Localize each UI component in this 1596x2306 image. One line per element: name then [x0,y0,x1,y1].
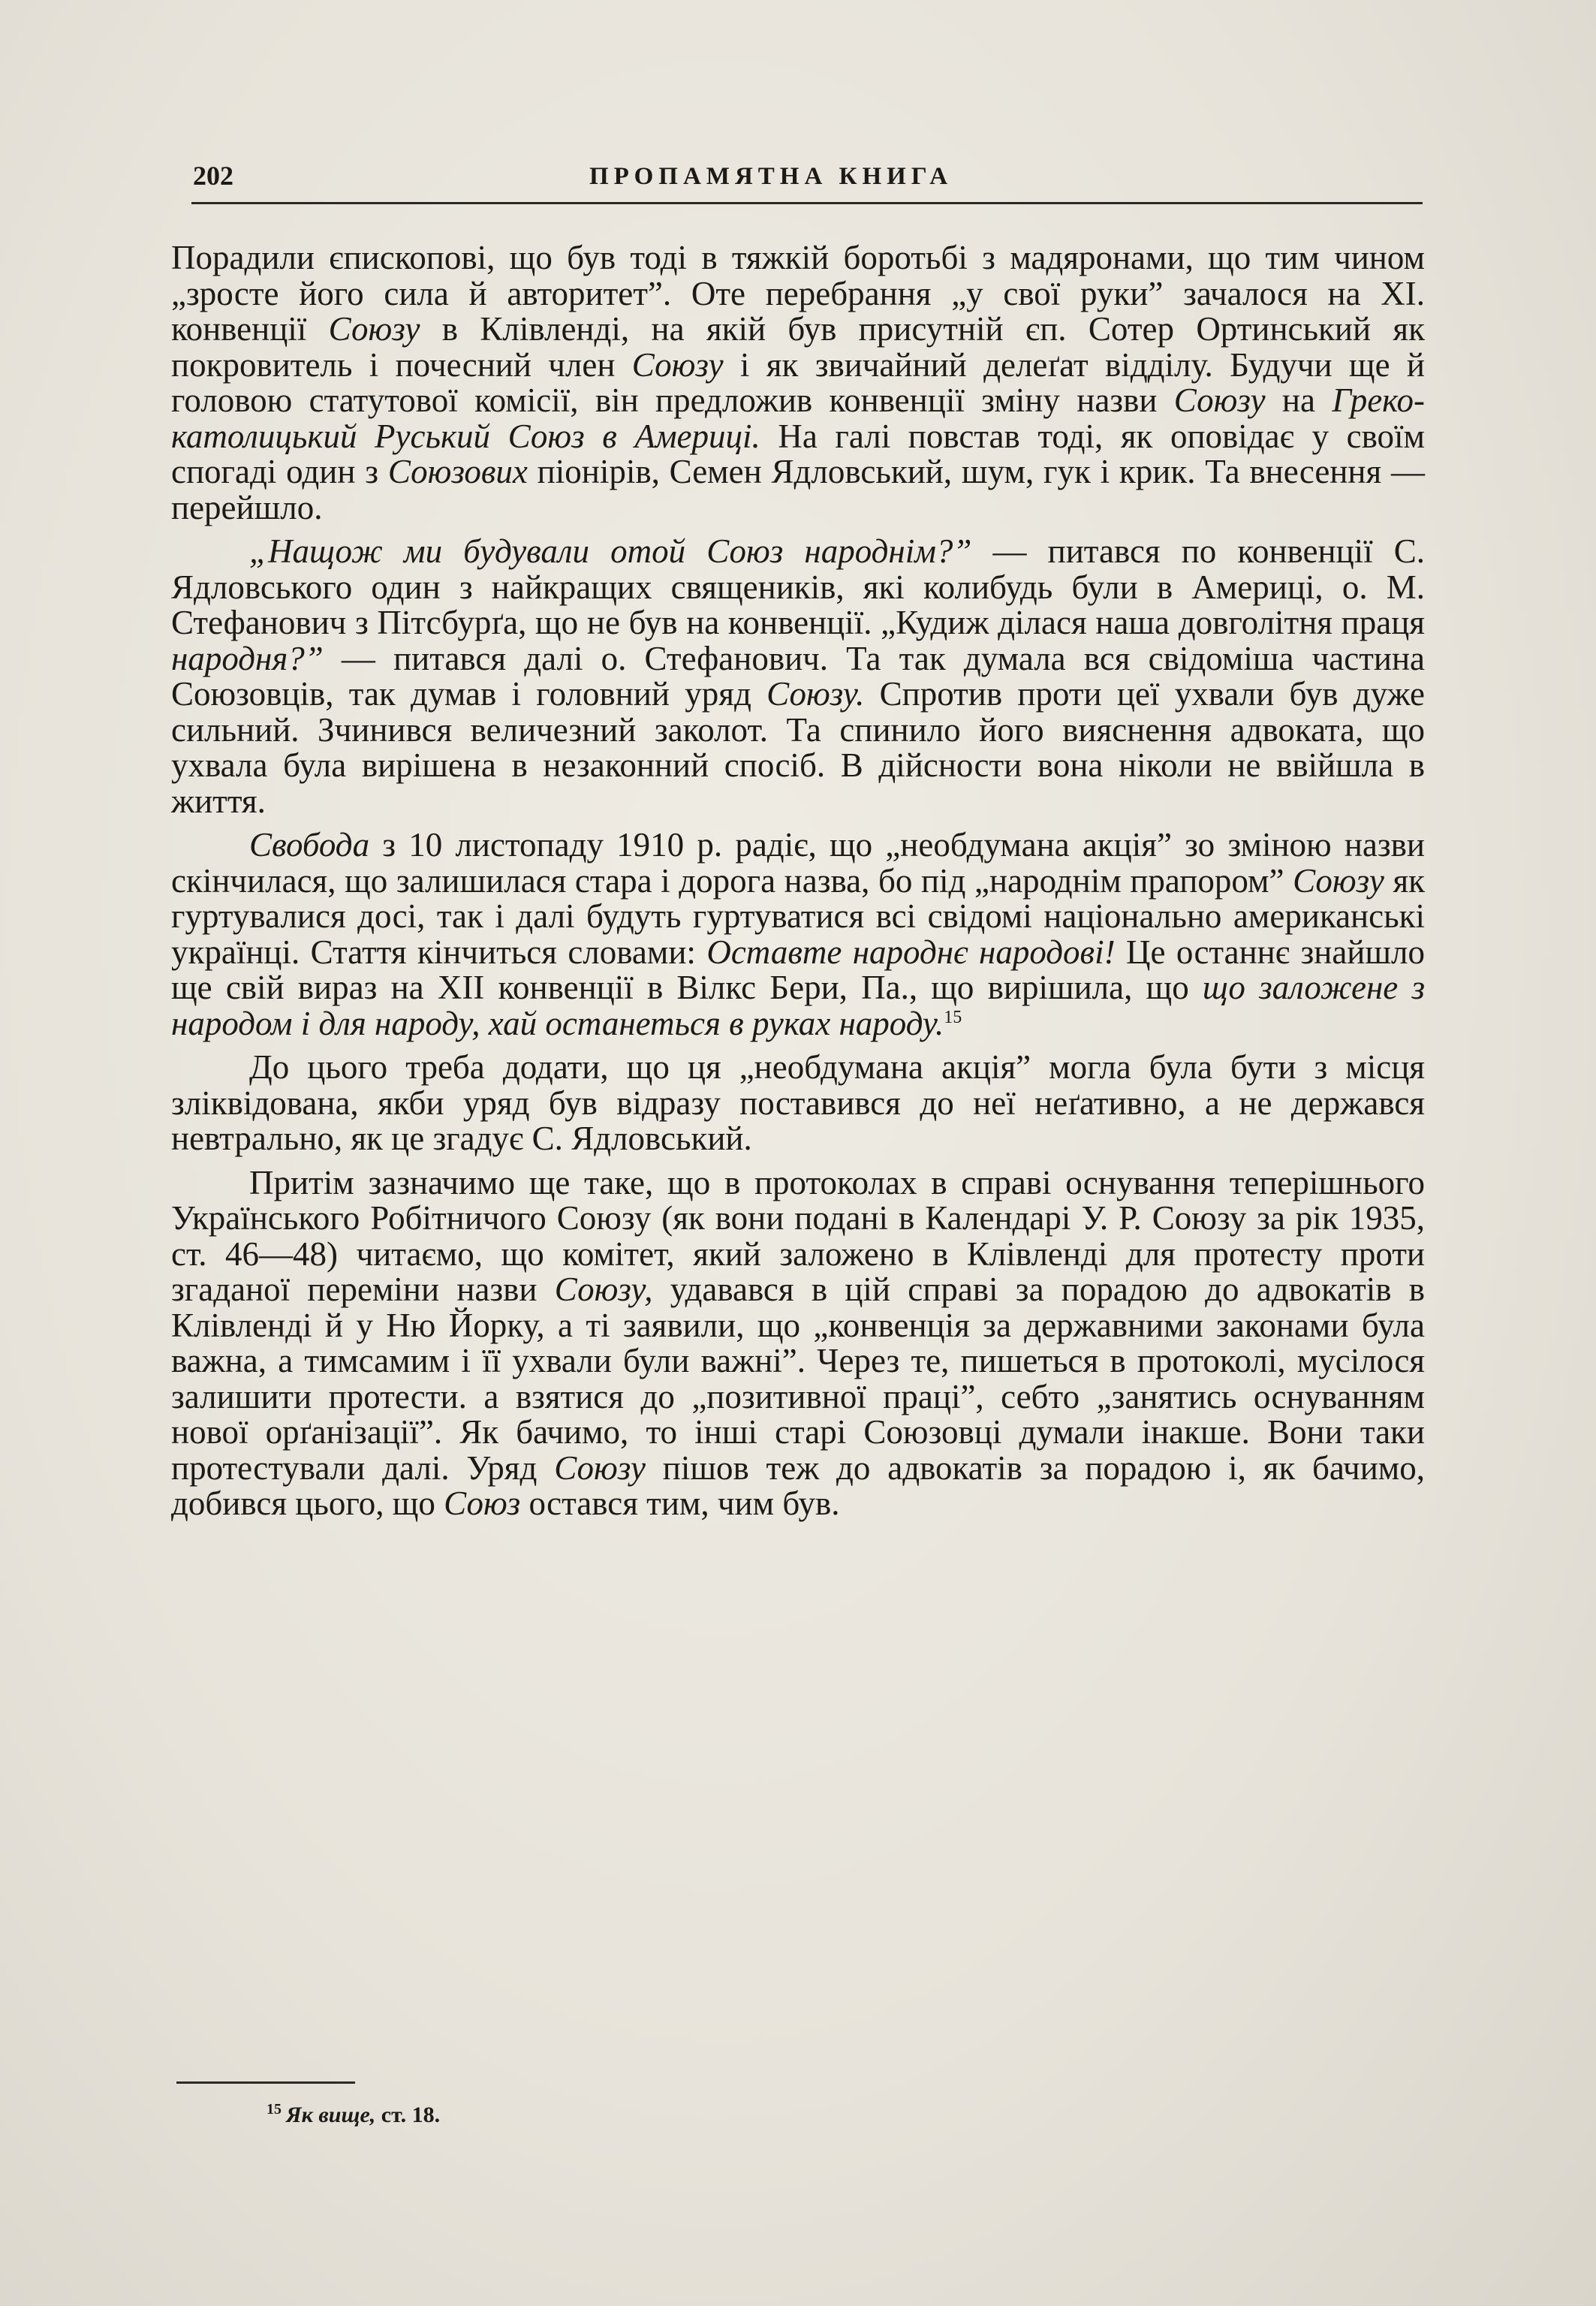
italic-text: „Нащож ми будували отой Союз народнім?” [249,532,972,570]
body-text [171,240,1425,1530]
italic-text: Свобода [249,826,370,864]
text-run: Порадили єпископові, що був тоді в тяжкій боротьбі з мадяронами, що тим чином „зросте його сила й авторитет”. Оте перебрання „у свої руки” зачалося на XI. конвенції [171,239,1425,348]
italic-text: Союзу [1173,381,1266,419]
text-run: Притім зазначимо ще таке, що в протоколах в справі оснування теперішнього Українського Робітничого Союзу (як вони подані в Календарі У. Р. Союзу за рік 1935, ст. 46—48) читаємо, що комітет, який заложено в Клівленді для протесту проти згаданої переміни назви [171,1163,1425,1308]
text-run: Спротив проти цеї ухвали був дуже сильний. Зчинився величезний заколот. Та спинило його вияснення адвоката, що ухвала була вирішена в незаконний спосіб. В дійсности вона ніколи не ввійшла в життя. [171,675,1425,820]
text-run: — питався по конвенції С. Ядловського один з найкращих священиків, які колибудь були в Америці, о. М. Стефанович з Пітсбурґа, що не був на конвенції. „Кудиж ділася наша довголітня праця [171,532,1425,641]
paragraph-1 [171,240,1425,526]
footnote-text: ст. 18. [375,2103,441,2127]
paragraph-3 [171,827,1425,1041]
italic-text: Союзу, [554,1271,653,1308]
footnote-rule [176,2081,355,2084]
text-run: удавався в цій справі за порадою до адвокатів в Клівленді й у Ню Йорку, а ті заявили, що „конвенція за державними законами була важна, а тимсамим і її ухвали були важні”. Через те, пишеться в протоколі, мусілося залишити протести. а взятися до „позитивної праці”, себто „занятись оснуванням нової орґанізації”. Як бачимо, то інші старі Союзовці думали інакше. Вони таки протестували далі. Уряд [171,1271,1425,1487]
italic-text: Союзових [387,453,528,490]
italic-text: Оставте народнє народові! [706,933,1116,971]
text-run: з 10 листопаду 1910 р. радіє, що „необдумана акція” зо зміною назви скінчилася, що залишилася стара і дорога назва, бо під „народнім прапором” [171,826,1425,900]
paragraph-4 [171,1050,1425,1157]
text-run: в Клівленді, на якій був присутній єп. Сотер Ортинський як покровитель і почесний член [171,310,1425,384]
book-title: ПРОПАМЯТНА КНИГА [589,163,953,190]
text-run: як гуртувалися досі, так і далі будуть гуртуватися всі свідомі національно американські українці. Стаття кінчиться словами: [171,861,1425,971]
italic-text: Союз [444,1485,521,1522]
italic-text: що заложене з народом і для народу, хай останеться в руках народу. [171,969,1426,1042]
footnote [267,2101,440,2128]
italic-text: Союзу [328,310,420,348]
text-run: і як звичайний делеґат відділу. Будучи ще й головою статутової комісії, він предложив конвенції зміну назви [171,345,1425,419]
text-run: До цього треба додати, що ця „необдумана акція” могла була бути з місця зліквідована, якби уряд був відразу поставився до неї неґативно, а не держався невтрально, як це згадує С. Ядловський. [171,1048,1425,1157]
text-run: пішов теж до адвокатів за порадою і, як бачимо, добився цього, що [171,1448,1425,1522]
italic-text: Греко-католицький Руський Союз в Америці. [171,381,1425,455]
text-run: на [1265,381,1333,419]
text-run: — питався далі о. Стефанович. Та так думала вся свідоміша частина Союзовців, так думав і головний уряд [171,639,1425,713]
italic-text: Союзу [1293,861,1384,900]
page-number: 202 [193,161,233,191]
running-head [191,154,1423,204]
italic-text: Союзу [554,1448,646,1487]
italic-text: народня?” [171,639,324,677]
italic-text: Союзу [631,345,724,384]
paragraph-2 [171,534,1425,819]
italic-text: Союзу. [766,675,865,713]
text-run: піонірів, Семен Ядловський, шум, гук і крик. Та внесення — перейшло. [171,453,1425,526]
paragraph-5 [171,1165,1425,1522]
footnote-mark: 15 [267,2101,282,2118]
footnote-italic-text: Як вище, [286,2103,376,2127]
footnote-reference: 15 [944,1007,962,1027]
text-run: На галі повстав тоді, як оповідає у своїм спогаді один з [171,417,1426,490]
text-run: Це останнє знайшло ще свій вираз на XII конвенції в Вілкс Бери, Па., що вирішила, що [171,933,1425,1006]
text-run: остався тим, чим був. [520,1485,840,1522]
